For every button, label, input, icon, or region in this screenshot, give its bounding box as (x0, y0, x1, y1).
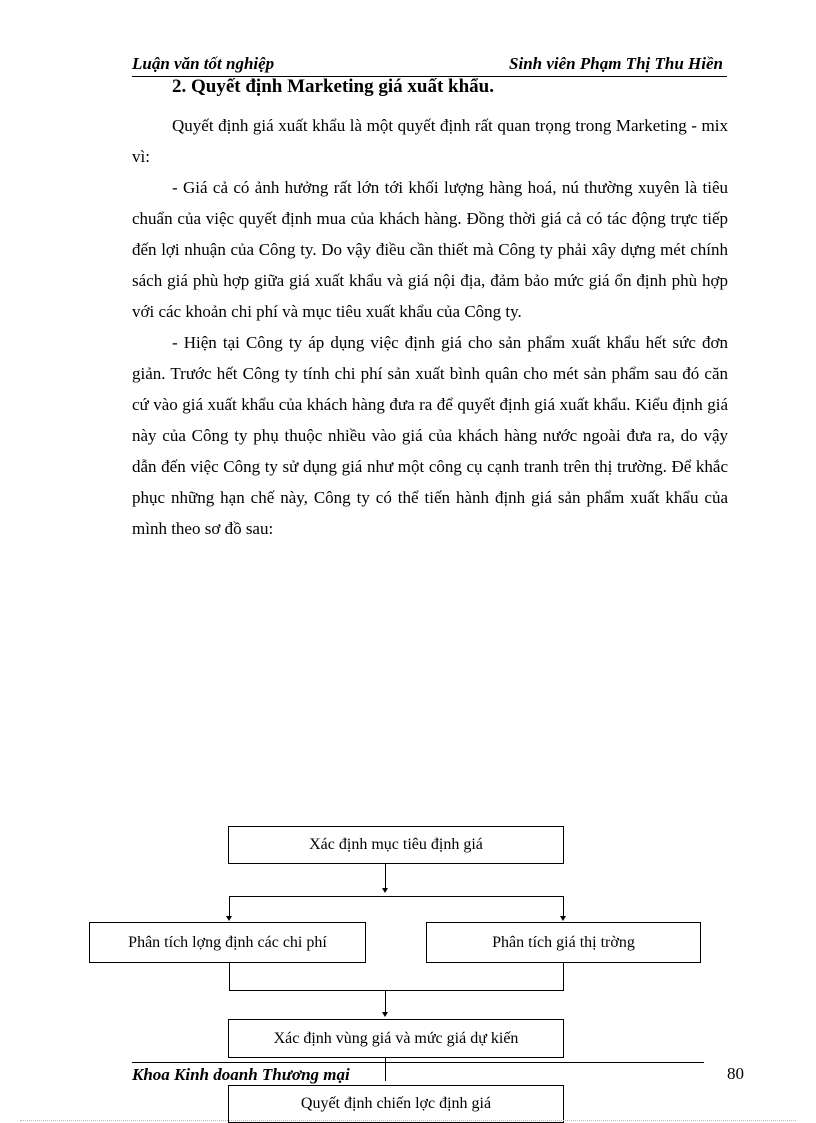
footer-divider (132, 1062, 704, 1063)
header-left-title: Luận văn tốt nghiệp (132, 54, 275, 73)
arrow-down-icon (560, 916, 566, 921)
connector-line (385, 1057, 386, 1081)
connector-line (385, 990, 386, 1014)
diagram-box-pricing-objective: Xác định mục tiêu định giá (228, 826, 564, 864)
connector-line (563, 896, 564, 918)
connector-line (229, 990, 564, 991)
paragraph-price-impact: - Giá cả có ảnh hưởng rất lớn tới khối lượng hàng hoá, nú thường xuyên là tiêu chuẩn của việc quyết định mua của khách hàng. Đồng thời giá cả có tác động trực tiếp đến lợi nhuận của Công ty. Do vậy điều cần thiết mà Công ty phải xây dựng mét chính sách giá phù hợp giữa giá xuất khẩu và giá nội địa, đảm bảo mức giá ổn định phù hợp với các khoản chi phí và mục tiêu xuất khẩu của Công ty. (132, 178, 728, 321)
footer-department: Khoa Kinh doanh Thương mại (132, 1065, 350, 1084)
body-text (132, 110, 728, 544)
paragraph-intro: Quyết định giá xuất khẩu là một quyết định rất quan trọng trong Marketing - mix vì: (132, 116, 728, 166)
paragraph-current-pricing: - Hiện tại Công ty áp dụng việc định giá cho sản phẩm xuất khẩu hết sức đơn giản. Trước hết Công ty tính chi phí sản xuất bình quân cho mét sản phẩm sau đó căn cứ vào giá xuất khẩu của khách hàng đưa ra để quyết định giá xuất khẩu. Kiểu định giá này của Công ty phụ thuộc nhiều vào giá của khách hàng nước ngoài đưa ra, do vậy dẫn đến việc Công ty sử dụng giá như một công cụ cạnh tranh trên thị trường. Để khắc phục những hạn chế này, Công ty có thể tiến hành định giá sản phẩm xuất khẩu của mình theo sơ đồ sau: (132, 333, 728, 538)
connector-line (229, 896, 230, 918)
diagram-box-price-range: Xác định vùng giá và mức giá dự kiến (228, 1019, 564, 1058)
page-header (132, 52, 727, 77)
header-right-author: Sinh viên Phạm Thị Thu Hiền (509, 54, 723, 73)
page-bottom-edge (20, 1120, 796, 1121)
diagram-box-cost-analysis: Phân tích lợng định các chi phí (89, 922, 366, 963)
page-number: 80 (727, 1064, 744, 1083)
connector-line (385, 863, 386, 890)
section-heading: 2. Quyết định Marketing giá xuất khẩu. (172, 76, 494, 97)
diagram-box-pricing-strategy: Quyết định chiến lợc định giá (228, 1085, 564, 1123)
diagram-box-market-price-analysis: Phân tích giá thị trờng (426, 922, 701, 963)
arrow-down-icon (226, 916, 232, 921)
connector-line (563, 962, 564, 990)
arrow-down-icon (382, 888, 388, 893)
connector-line (229, 962, 230, 990)
arrow-down-icon (382, 1012, 388, 1017)
connector-line (229, 896, 564, 897)
